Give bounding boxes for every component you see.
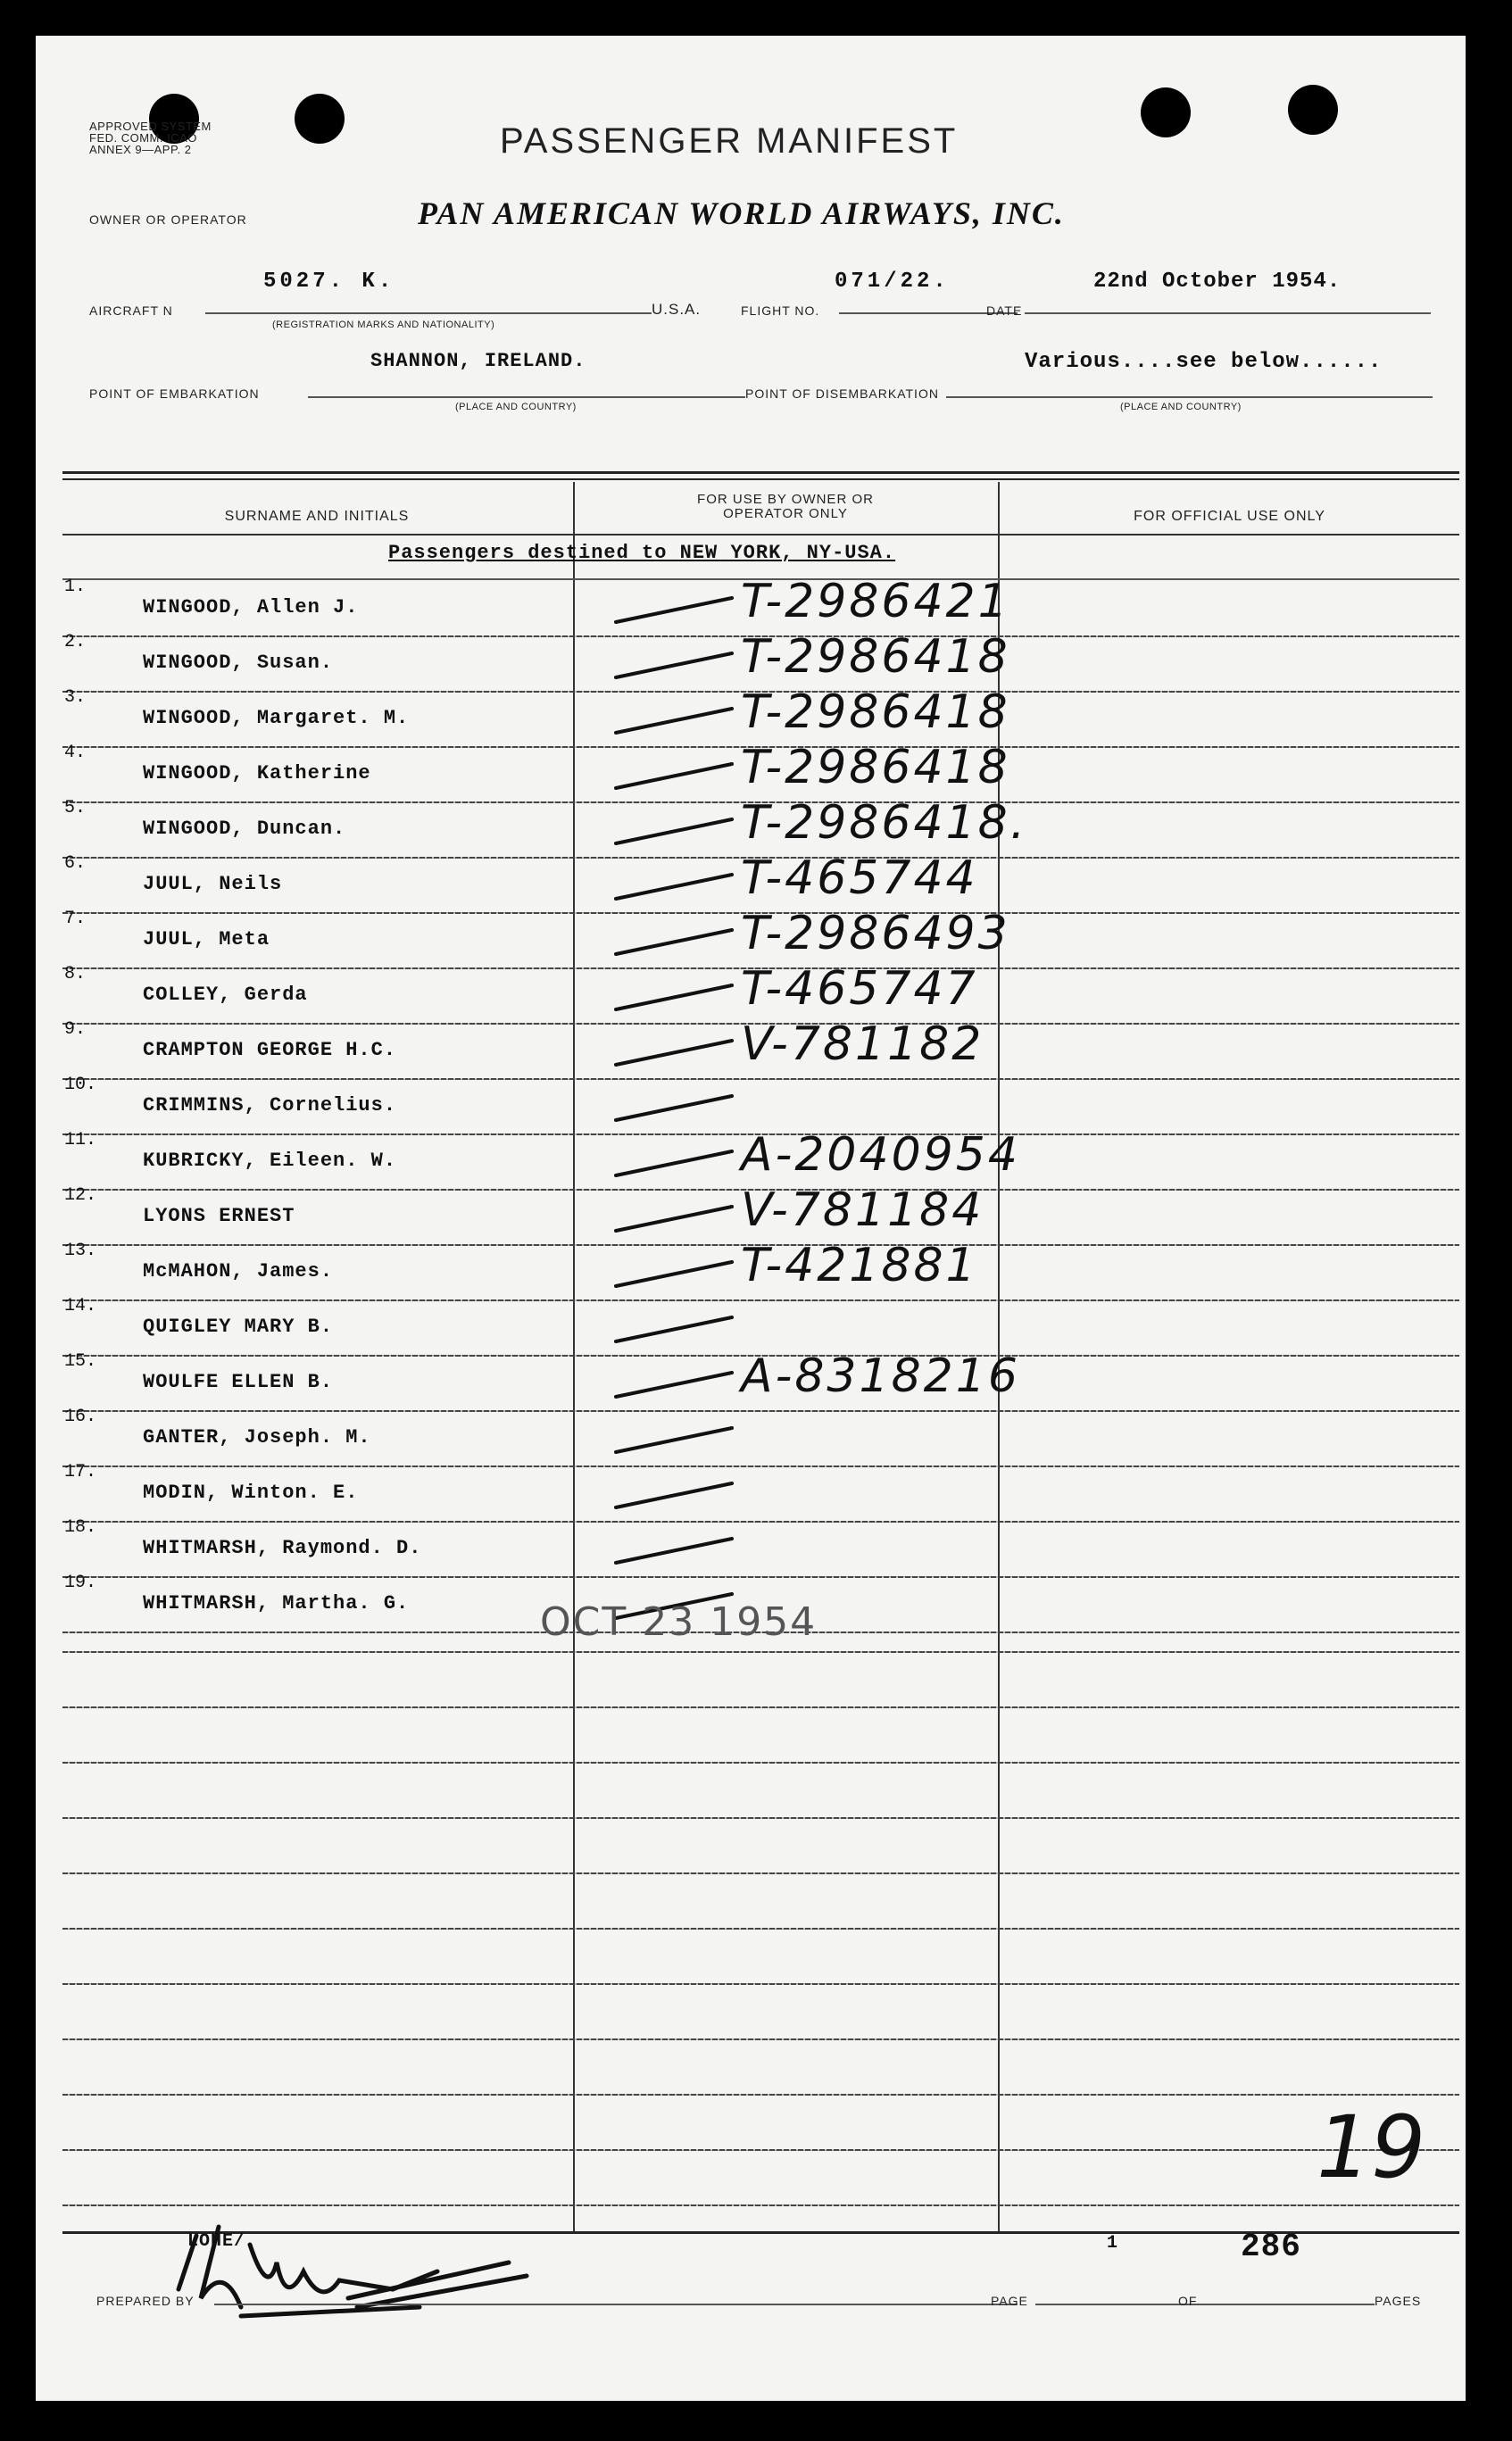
check-mark: [611, 1200, 736, 1235]
row-number: 17.: [64, 1462, 97, 1482]
ticket-number: T-2986418.: [741, 796, 1028, 850]
disembarkation-underline: [946, 396, 1433, 398]
ticket-number: T-2986493: [741, 907, 1010, 960]
row-number: 4.: [64, 743, 87, 763]
aircraft-value: 5027. K.: [263, 270, 395, 294]
row-number: 2.: [64, 632, 87, 652]
ticket-number: T-2986418: [741, 685, 1010, 739]
column-header-official: FOR OFFICIAL USE ONLY: [1134, 509, 1325, 524]
table-row: [62, 575, 1459, 637]
row-number: 19.: [64, 1573, 97, 1593]
disembarkation-value: Various....see below......: [1025, 350, 1383, 374]
flight-value: 071/22.: [835, 270, 950, 294]
check-mark: [611, 1144, 736, 1180]
table-row: [62, 1407, 1459, 1467]
passenger-name: LYONS ERNEST: [143, 1205, 295, 1227]
row-number: 15.: [64, 1351, 97, 1372]
of-label: OF: [1178, 2294, 1198, 2308]
embarkation-label: POINT OF EMBARKATION: [89, 386, 260, 401]
check-mark: [611, 978, 736, 1014]
check-mark: [611, 1255, 736, 1291]
punch-hole: [295, 94, 345, 144]
table-row: [62, 851, 1459, 914]
total-pages: 286: [1241, 2229, 1301, 2265]
passenger-name: WINGOOD, Duncan.: [143, 818, 346, 840]
ticket-number: T-465747: [741, 962, 978, 1016]
passenger-name: CRIMMINS, Cornelius.: [143, 1094, 397, 1117]
date-underline: [1025, 312, 1431, 314]
table-row: [62, 1128, 1459, 1191]
blank-rule: [62, 2094, 1459, 2096]
passenger-name: WHITMARSH, Martha. G.: [143, 1592, 410, 1615]
blank-rule: [62, 2149, 1459, 2151]
blank-rule: [62, 1762, 1459, 1764]
table-row: [62, 1296, 1459, 1357]
page-title: PASSENGER MANIFEST: [500, 121, 959, 161]
table-row: [62, 1075, 1459, 1135]
passenger-name: McMAHON, James.: [143, 1260, 334, 1283]
embarkation-value: SHANNON, IRELAND.: [370, 350, 586, 372]
passenger-name: MODIN, Winton. E.: [143, 1482, 359, 1504]
check-mark: [611, 1532, 736, 1567]
check-mark: [611, 1089, 736, 1125]
row-number: 9.: [64, 1019, 87, 1040]
row-number: 1.: [64, 577, 87, 597]
signature: [170, 2209, 553, 2325]
date-value: 22nd October 1954.: [1093, 270, 1342, 294]
passenger-name: WINGOOD, Margaret. M.: [143, 707, 410, 729]
handwritten-passenger-count: 19: [1317, 2097, 1426, 2197]
punch-hole: [1288, 85, 1338, 135]
ticket-number: T-2986421: [741, 575, 1010, 628]
blank-rule: [62, 1706, 1459, 1708]
blank-rule: [62, 2038, 1459, 2040]
ticket-number: A-8318216: [741, 1349, 1020, 1403]
row-number: 12.: [64, 1185, 97, 1206]
approval-stamp: APPROVED SYSTEM FED. COMM. ICAO ANNEX 9—APP. 2: [89, 120, 212, 156]
table-row: [62, 1017, 1459, 1080]
blank-rule: [62, 1817, 1459, 1819]
ticket-number: T-421881: [741, 1239, 978, 1292]
row-number: 5.: [64, 798, 87, 818]
passenger-name: WINGOOD, Katherine: [143, 762, 371, 785]
table-row: [62, 1239, 1459, 1301]
embarkation-underline: [308, 396, 745, 398]
aircraft-label: AIRCRAFT N: [89, 303, 173, 318]
table-top-rule: [62, 478, 1459, 480]
passenger-name: WINGOOD, Allen J.: [143, 596, 359, 619]
table-row: [62, 685, 1459, 748]
check-mark: [611, 1476, 736, 1512]
disembarkation-sublabel: (PLACE AND COUNTRY): [1120, 402, 1242, 412]
destination-note: Passengers destined to NEW YORK, NY-USA.: [388, 542, 896, 564]
punch-hole: [1141, 87, 1191, 137]
blank-rule: [62, 2204, 1459, 2206]
check-mark: [611, 646, 736, 682]
passenger-name: JUUL, Neils: [143, 873, 283, 895]
table-row: [62, 630, 1459, 693]
row-number: 14.: [64, 1296, 97, 1316]
date-label: DATE: [986, 303, 1023, 318]
ticket-number: T-2986418: [741, 630, 1010, 684]
ticket-number: A-2040954: [741, 1128, 1020, 1182]
passenger-name: WHITMARSH, Raymond. D.: [143, 1537, 422, 1559]
table-row: [62, 1462, 1459, 1523]
blank-rule: [62, 1872, 1459, 1874]
embarkation-sublabel: (PLACE AND COUNTRY): [455, 402, 577, 412]
table-row: [62, 1349, 1459, 1412]
passenger-name: JUUL, Meta: [143, 928, 270, 951]
flight-label: FLIGHT NO.: [741, 303, 820, 318]
blank-rule: [62, 1928, 1459, 1930]
prepared-by-value: LOHE/: [187, 2231, 246, 2252]
received-date-stamp: OCT 23 1954: [540, 1599, 818, 1645]
check-mark: [611, 1034, 736, 1069]
row-number: 16.: [64, 1407, 97, 1427]
table-row: [62, 796, 1459, 859]
manifest-sheet: [36, 36, 1466, 2401]
check-mark: [611, 757, 736, 793]
passenger-name: KUBRICKY, Eileen. W.: [143, 1150, 397, 1172]
check-mark: [611, 702, 736, 737]
check-mark: [611, 1366, 736, 1401]
row-number: 13.: [64, 1241, 97, 1261]
operator-name: PAN AMERICAN WORLD AIRWAYS, INC.: [418, 195, 1065, 231]
row-number: 11.: [64, 1130, 97, 1150]
table-row: [62, 962, 1459, 1025]
table-row: [62, 741, 1459, 803]
ticket-number: V-781182: [741, 1017, 984, 1071]
page-label: PAGE: [991, 2294, 1028, 2308]
row-number: 10.: [64, 1075, 97, 1095]
column-header-names: SURNAME AND INITIALS: [224, 509, 410, 524]
passenger-name: WOULFE ELLEN B.: [143, 1371, 334, 1393]
check-mark: [611, 923, 736, 959]
page-number: 1: [1107, 2233, 1122, 2254]
passenger-name: GANTER, Joseph. M.: [143, 1426, 371, 1449]
row-number: 3.: [64, 687, 87, 708]
aircraft-underline: [205, 312, 652, 314]
owner-label: OWNER OR OPERATOR: [89, 212, 247, 227]
ticket-number: T-465744: [741, 851, 978, 905]
row-number: 8.: [64, 964, 87, 984]
passenger-name: QUIGLEY MARY B.: [143, 1316, 334, 1338]
disembarkation-label: POINT OF DISEMBARKATION: [745, 386, 939, 401]
total-underline: [1205, 2304, 1375, 2305]
pages-label: PAGES: [1375, 2294, 1422, 2308]
column-header-owner: FOR USE BY OWNER OR OPERATOR ONLY: [697, 492, 874, 521]
blank-rule: [62, 1651, 1459, 1653]
row-number: 18.: [64, 1517, 97, 1538]
blank-rule: [62, 1983, 1459, 1985]
table-top-rule: [62, 471, 1459, 474]
row-number: 7.: [64, 909, 87, 929]
country-label: U.S.A.: [652, 301, 702, 318]
passenger-name: WINGOOD, Susan.: [143, 652, 334, 674]
prepared-by-underline: [214, 2304, 1018, 2305]
check-mark: [611, 1310, 736, 1346]
header-rule: [62, 534, 1459, 536]
passenger-name: COLLEY, Gerda: [143, 984, 308, 1006]
check-mark: [611, 591, 736, 627]
aircraft-sublabel: (REGISTRATION MARKS AND NATIONALITY): [272, 320, 495, 330]
table-row: [62, 1183, 1459, 1246]
ticket-number: V-781184: [741, 1183, 984, 1237]
table-row: [62, 1517, 1459, 1578]
prepared-by-label: PREPARED BY: [96, 2294, 195, 2308]
table-row: [62, 907, 1459, 969]
row-number: 6.: [64, 853, 87, 874]
check-mark: [611, 812, 736, 848]
passenger-name: CRAMPTON GEORGE H.C.: [143, 1039, 397, 1061]
check-mark: [611, 868, 736, 903]
check-mark: [611, 1421, 736, 1457]
ticket-number: T-2986418: [741, 741, 1010, 794]
